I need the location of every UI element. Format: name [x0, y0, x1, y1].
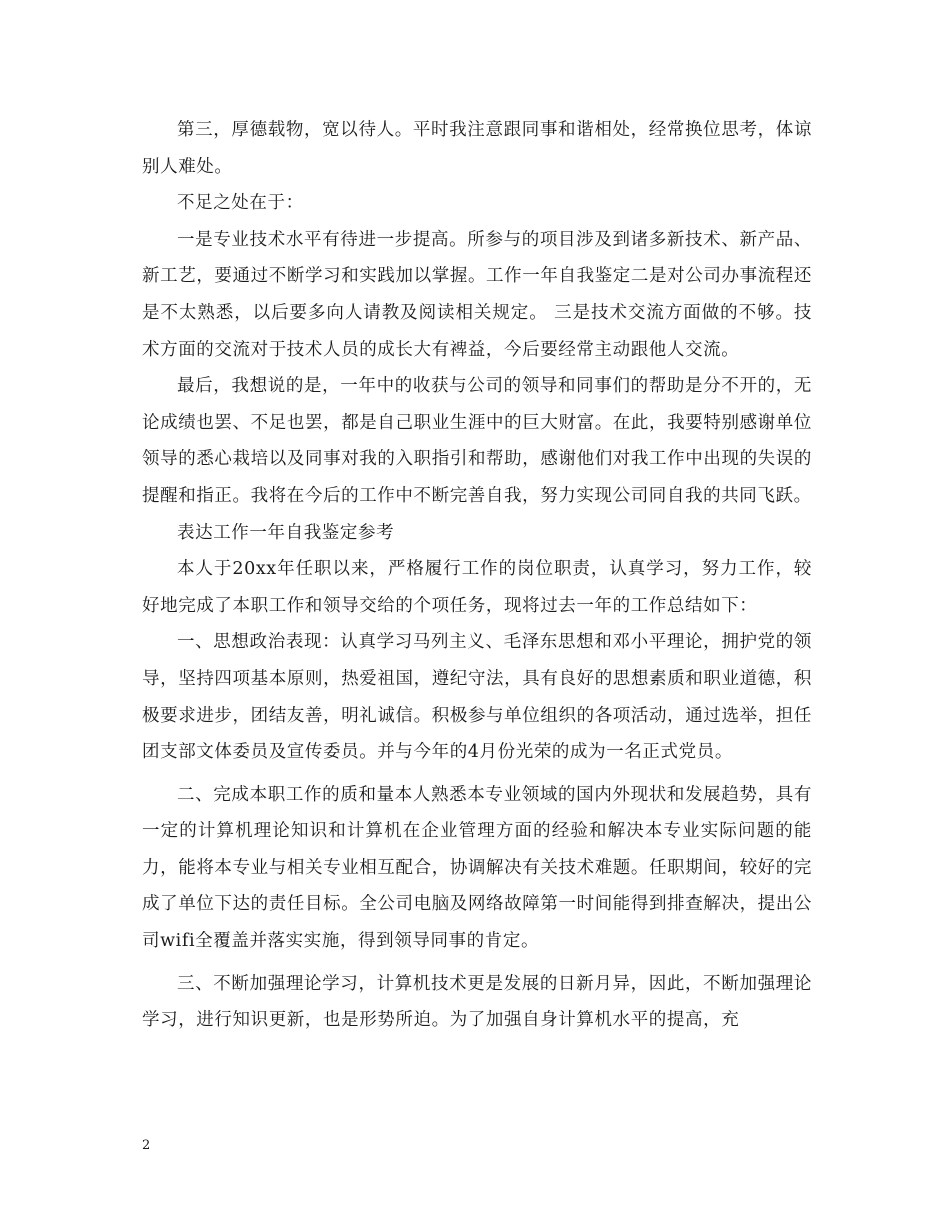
- paragraph-political: 一、思想政治表现：认真学习马列主义、毛泽东思想和邓小平理论，拥护党的领导，坚持四项基本原则，热爱祖国，遵纪守法，具有良好的思想素质和职业道德，积极要求进步，团结友善，明礼诚信。积极参与单位组织的各项活动，通过选举，担任团支部文体委员及宣传委员。并与今年的4月份光荣的成为一名正式党员。: [142, 632, 812, 763]
- paragraph-shortcomings: 一是专业技术水平有待进一步提高。所参与的项目涉及到诸多新技术、新产品、新工艺，要通过不断学习和实践加以掌握。工作一年自我鉴定二是对公司办事流程还是不太熟悉，以后要多向人请教及阅读相关规定。 三是技术交流方面做的不够。技术方面的交流对于技术人员的成长大有裨益，今后要经常主动跟他人交流。: [142, 229, 812, 360]
- paragraph-conclusion: 最后，我想说的是，一年中的收获与公司的领导和同事们的帮助是分不开的，无论成绩也罢、不足也罢，都是自己职业生涯中的巨大财富。在此，我要特别感谢单位领导的悉心栽培以及同事对我的入职指引和帮助，感谢他们对我工作中出现的失误的提醒和指正。我将在今后的工作中不断完善自我，努力实现公司同自我的共同飞跃。: [142, 376, 812, 506]
- page-number: 2: [142, 1138, 151, 1153]
- paragraph-intro: 本人于20xx年任职以来，严格履行工作的岗位职责，认真学习，努力工作，较好地完成了本职工作和领导交给的个项任务，现将过去一年的工作总结如下：: [142, 559, 812, 616]
- document-body: [142, 112, 812, 1039]
- paragraph-study: 三、不断加强理论学习，计算机技术更是发展的日新月异，因此，不断加强理论学习，进行知识更新，也是形势所迫。为了加强自身计算机水平的提高，充: [142, 973, 812, 1031]
- paragraph-work: 二、完成本职工作的质和量本人熟悉本专业领域的国内外现状和发展趋势，具有一定的计算机理论知识和计算机在企业管理方面的经验和解决本专业实际问题的能力，能将本专业与相关专业相互配合，协调解决有关技术难题。任职期间，较好的完成了单位下达的责任目标。全公司电脑及网络故障第一时间能得到排查解决，提出公司wifi全覆盖并落实实施，得到领导同事的肯定。: [142, 784, 812, 952]
- paragraph-shortcomings-heading: 不足之处在于：: [177, 193, 304, 214]
- paragraph-virtue: 第三，厚德载物，宽以待人。平时我注意跟同事和谐相处，经常换位思考，体谅别人难处。: [142, 120, 812, 177]
- section-heading: 表达工作一年自我鉴定参考: [177, 522, 395, 543]
